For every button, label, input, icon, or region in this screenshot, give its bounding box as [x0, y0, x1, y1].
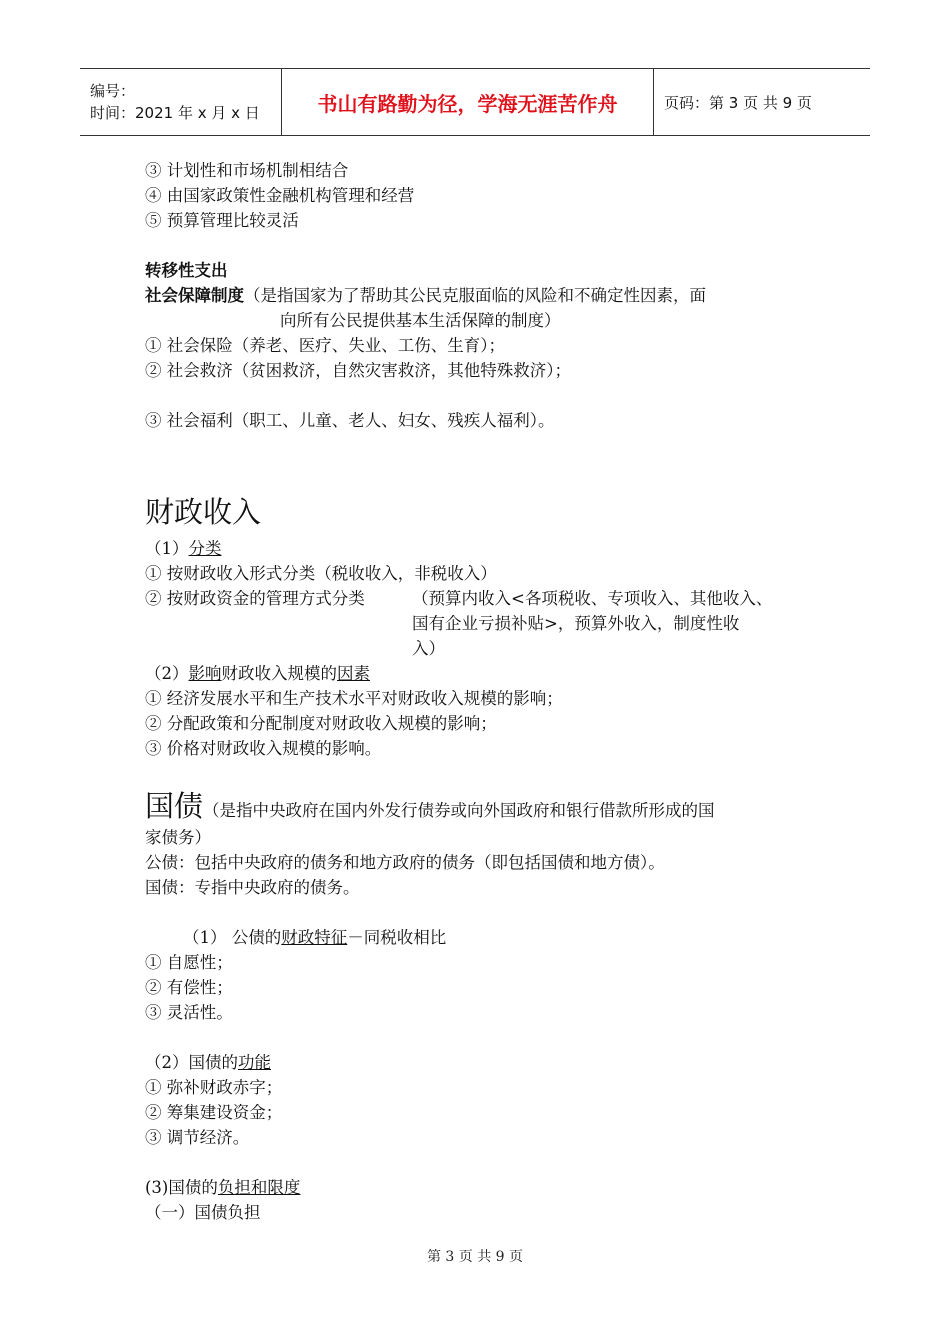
- page-footer: [0, 1246, 950, 1266]
- debt-heading-line: [145, 787, 825, 825]
- page-label: 页码：第 3 页 共 9 页: [664, 93, 812, 112]
- list-item: ② 有偿性；: [145, 978, 233, 997]
- social-security-desc: （是指国家为了帮助其公民克服面临的风险和不确定性因素，面: [244, 286, 706, 305]
- header-meta: [80, 69, 282, 135]
- subsection-heading: （2）国债的功能: [145, 1053, 271, 1072]
- header-motto: [282, 69, 654, 135]
- subsection-heading: （1）分类: [145, 539, 222, 558]
- list-item: ③ 灵活性。: [145, 1003, 233, 1022]
- debt-national-line: 国债：专指中央政府的债务。: [145, 878, 360, 897]
- subsection-heading: （2）影响财政收入规模的因素: [145, 664, 370, 683]
- social-security-title: 社会保障制度: [145, 286, 244, 305]
- list-item: ④ 由国家政策性金融机构管理和经营: [145, 186, 415, 205]
- list-item: ① 弥补财政赤字；: [145, 1078, 283, 1097]
- list-item: ② 社会救济（贫困救济，自然灾害救济，其他特殊救济）；: [145, 361, 571, 380]
- motto-text: 书山有路勤为径，学海无涯苦作舟: [317, 91, 618, 116]
- list-item: ① 按财政收入形式分类（税收收入，非税收入）: [145, 564, 497, 583]
- list-item-cont: 国有企业亏损补贴>，预算外收入，制度性收: [412, 614, 740, 633]
- debt-desc-cont: 家债务）: [145, 828, 211, 847]
- list-item: ③ 社会福利（职工、儿童、老人、妇女、残疾人福利）。: [145, 411, 555, 430]
- section-heading-revenue: 财政收入: [145, 495, 262, 529]
- list-item: （一）国债负担: [145, 1203, 261, 1222]
- social-security-line: [145, 283, 825, 308]
- list-item: ⑤ 预算管理比较灵活: [145, 211, 299, 230]
- social-security-desc-cont: 向所有公民提供基本生活保障的制度）: [280, 311, 561, 330]
- list-item: ③ 价格对财政收入规模的影响。: [145, 739, 382, 758]
- section-heading-debt: 国债: [145, 789, 204, 823]
- time-label: 时间：2021 年 x 月 x 日: [90, 104, 260, 122]
- page-header: [80, 68, 870, 136]
- subsection-heading: (3)国债的负担和限度: [145, 1178, 301, 1197]
- debt-desc: （是指中央政府在国内外发行债券或向外国政府和银行借款所形成的国: [203, 801, 715, 820]
- list-item: ③ 计划性和市场机制相结合: [145, 161, 349, 180]
- list-item: ① 经济发展水平和生产技术水平对财政收入规模的影响；: [145, 689, 563, 708]
- list-item: ② 筹集建设资金；: [145, 1103, 283, 1122]
- section-heading-transfer: 转移性支出: [145, 261, 228, 280]
- number-label: 编号：: [90, 82, 136, 100]
- list-item: ③ 调节经济。: [145, 1128, 250, 1147]
- header-page: [654, 69, 870, 135]
- debt-public-line: 公债：包括中央政府的债务和地方政府的债务（即包括国债和地方债）。: [145, 853, 665, 872]
- footer-page-number: 第 3 页 共 9 页: [426, 1249, 524, 1265]
- document-body: [145, 158, 825, 1225]
- list-item: ② 分配政策和分配制度对财政收入规模的影响；: [145, 714, 497, 733]
- list-item-cont: 入）: [412, 639, 445, 658]
- subsection-heading: （1） 公债的财政特征－同税收相比: [183, 928, 447, 947]
- list-item: ① 自愿性；: [145, 953, 233, 972]
- list-item: ② 按财政资金的管理方式分类 （预算内收入<各项税收、专项收入、其他收入、: [145, 589, 773, 608]
- list-item: ① 社会保险（养老、医疗、失业、工伤、生育）；: [145, 336, 505, 355]
